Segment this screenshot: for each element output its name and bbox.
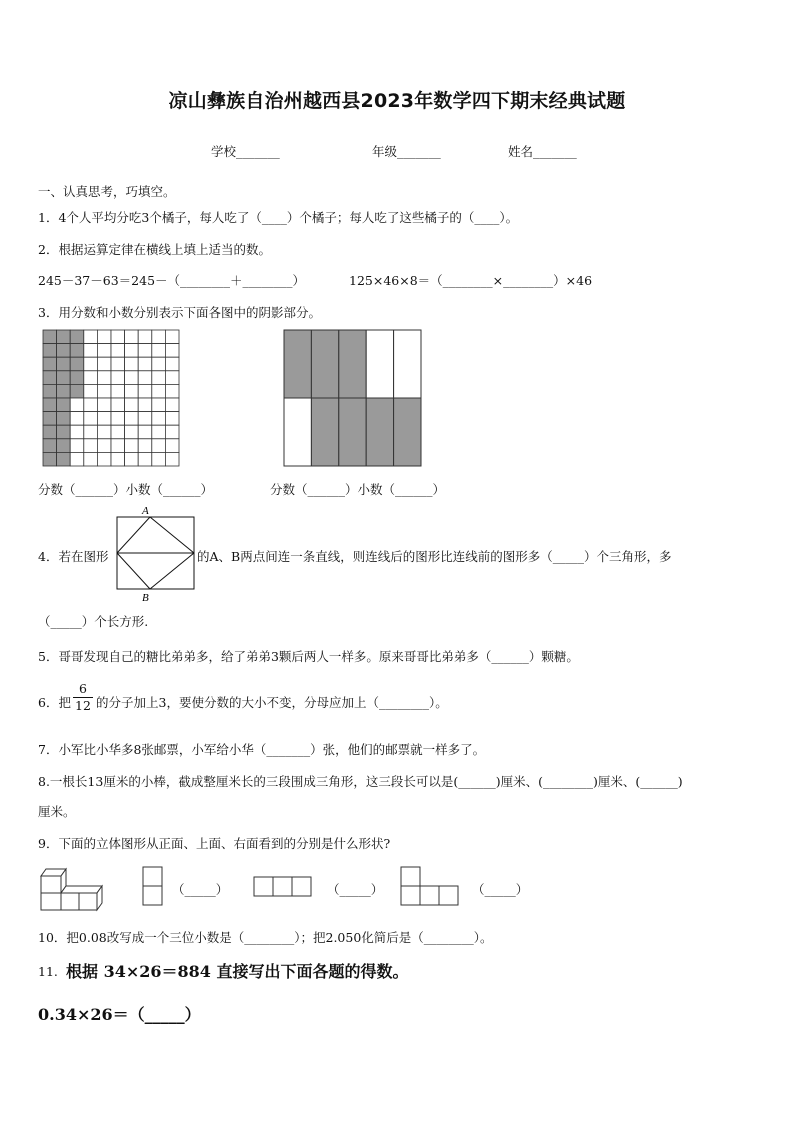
grid-cell [152,371,166,385]
point-b-label: B [142,592,149,603]
grid-cell [125,344,139,358]
question-9-blank-3: （_____） [472,882,529,897]
grid-cell [97,371,111,385]
grid-cell [111,412,125,426]
grid-cell [138,439,152,453]
cube-stack-figure [38,864,106,912]
grid-cell [152,330,166,344]
grid-cell [97,439,111,453]
rect-part-shaded [339,398,366,466]
grid-cell-shaded [57,357,71,371]
rect-part-shaded [394,398,421,466]
grid-cell [165,330,179,344]
question-4-line2: （_____）个长方形. [38,614,149,629]
grid-cell [84,344,98,358]
grid-cell [125,452,139,466]
grid-cell-shaded [57,330,71,344]
grid-cell [111,398,125,412]
grid-cell [125,330,139,344]
view-row-figure [253,875,313,899]
grid-cell-shaded [70,357,84,371]
grid-cell-shaded [57,384,71,398]
grid-cell [125,439,139,453]
page-title: 凉山彝族自治州越西县2023年数学四下期末经典试题 [168,90,626,112]
question-6-start: 6．把 [38,695,71,710]
question-8-line1: 8.一根长13厘米的小棒，截成整厘米长的三段围成三角形，这三段长可以是(______)厘米、(________)厘米、(______) [38,774,683,789]
question-2: 2．根据运算定律在横线上填上适当的数。 [38,242,271,257]
grid-cell-shaded [43,412,57,426]
grid-cell [125,398,139,412]
question-3-left-answer: 分数（______）小数（______） [38,482,214,497]
grid-cell [84,398,98,412]
fraction-numerator: 6 [73,681,93,698]
view-column-figure [142,866,164,908]
question-9-blank-2: （_____） [327,882,384,897]
grid-cell-shaded [43,425,57,439]
grid-cell [152,357,166,371]
grid-cell-shaded [57,439,71,453]
grid-cell-shaded [70,384,84,398]
grid-cell [165,357,179,371]
grid-cell-shaded [70,371,84,385]
grid-cell-shaded [57,398,71,412]
question-11: 根据 34×26＝884 直接写出下面各题的得数。 [66,962,409,981]
grid-cell [138,412,152,426]
grid-cell [70,425,84,439]
grid-cell [165,425,179,439]
grid-cell [138,452,152,466]
school-field: 学校_______ [211,144,280,159]
grid-cell [97,412,111,426]
grid-cell [138,425,152,439]
rect-part [284,398,311,466]
grid-cell [70,452,84,466]
grid-cell [125,425,139,439]
grid-cell [97,330,111,344]
grid-cell [111,330,125,344]
grid-cell [97,357,111,371]
grid-cell [111,452,125,466]
grid-cell [97,398,111,412]
question-3-right-answer: 分数（______）小数（______） [270,482,446,497]
question-9: 9．下面的立体图形从正面、上面、右面看到的分别是什么形状? [38,836,391,851]
section-heading: 一、认真思考，巧填空。 [38,184,176,199]
rect-part-shaded [366,398,393,466]
grid-cell-shaded [43,452,57,466]
question-11-number: 11. [38,964,58,979]
question-11a: 0.34×26＝（_____） [38,1005,201,1024]
grade-field: 年级_______ [372,144,441,159]
grid-cell [84,412,98,426]
fraction-denominator: 12 [75,698,91,713]
question-8-line2: 厘米。 [38,804,76,819]
grid-cell-shaded [43,371,57,385]
question-4-start: 4．若在图形 [38,549,109,564]
rect-part-shaded [311,330,338,398]
grid-cell [111,425,125,439]
grid-cell [97,425,111,439]
grid-cell-shaded [57,452,71,466]
grid-cell [111,357,125,371]
fraction [73,681,93,714]
grid-cell-shaded [43,439,57,453]
grid-cell-shaded [70,344,84,358]
grid-cell [165,412,179,426]
grid-cell [97,344,111,358]
grid-cell [138,384,152,398]
rect-part-shaded [311,398,338,466]
grid-cell [84,371,98,385]
grid-cell [84,357,98,371]
grid-cell [84,330,98,344]
grid-cell [125,357,139,371]
rect-part [366,330,393,398]
point-a-label: A [142,505,149,517]
grid-cell [138,371,152,385]
rect-part [394,330,421,398]
question-2a: 245－37－63＝245－（________＋________） [38,273,306,288]
rect-part-shaded [339,330,366,398]
question-1: 1．4个人平均分吃3个橘子，每人吃了（____）个橘子；每人吃了这些橘子的（____）。 [38,210,519,225]
grid-cell [152,344,166,358]
question-6-end: 的分子加上3，要使分数的大小不变，分母应加上（________）。 [96,695,448,710]
grid-cell-shaded [57,425,71,439]
grid-cell [165,452,179,466]
grid-cell [165,439,179,453]
grid-cell-shaded [57,371,71,385]
grid-cell [125,412,139,426]
grid-cell [152,425,166,439]
grid-cell [97,384,111,398]
grid-cell [111,371,125,385]
question-3: 3．用分数和小数分别表示下面各图中的阴影部分。 [38,305,321,320]
grid-cell-shaded [57,412,71,426]
grid-cell [111,344,125,358]
grid-cell-shaded [43,398,57,412]
rect-part-shaded [284,330,311,398]
hundred-grid-figure [42,329,182,469]
question-2b: 125×46×8＝（________×________）×46 [349,273,593,288]
grid-cell [165,371,179,385]
question-9-blank-1: （_____） [172,882,229,897]
grid-cell [152,384,166,398]
grid-cell-shaded [70,330,84,344]
name-field: 姓名_______ [508,144,577,159]
grid-cell [97,452,111,466]
grid-cell [70,398,84,412]
grid-cell-shaded [43,344,57,358]
grid-cell [70,439,84,453]
grid-cell [70,412,84,426]
grid-cell [152,412,166,426]
grid-cell [84,439,98,453]
grid-cell [125,371,139,385]
grid-cell [111,439,125,453]
grid-cell [138,357,152,371]
shaded-rectangles-figure [283,329,423,469]
grid-cell [84,425,98,439]
view-l-shape-figure [400,866,460,908]
grid-cell [165,398,179,412]
question-7: 7．小军比小华多8张邮票，小军给小华（_______）张，他们的邮票就一样多了。 [38,742,486,757]
rectangle-diagonals-figure [112,503,202,603]
grid-cell [165,384,179,398]
grid-cell [138,330,152,344]
grid-cell [165,344,179,358]
grid-cell [152,452,166,466]
question-10: 10．把0.08改写成一个三位小数是（________）；把2.050化简后是（________）。 [38,930,493,945]
grid-cell [111,384,125,398]
question-5: 5．哥哥发现自己的糖比弟弟多，给了弟弟3颗后两人一样多。原来哥哥比弟弟多（______）颗糖。 [38,649,579,664]
grid-cell-shaded [43,357,57,371]
question-4-end: 的A、B两点间连一条直线，则连线后的图形比连线前的图形多（_____）个三角形，多 [197,549,672,564]
grid-cell-shaded [43,384,57,398]
grid-cell [138,398,152,412]
grid-cell [152,439,166,453]
grid-cell [152,398,166,412]
grid-cell-shaded [43,330,57,344]
grid-cell [125,384,139,398]
grid-cell [138,344,152,358]
grid-cell [84,384,98,398]
grid-cell [84,452,98,466]
grid-cell-shaded [57,344,71,358]
